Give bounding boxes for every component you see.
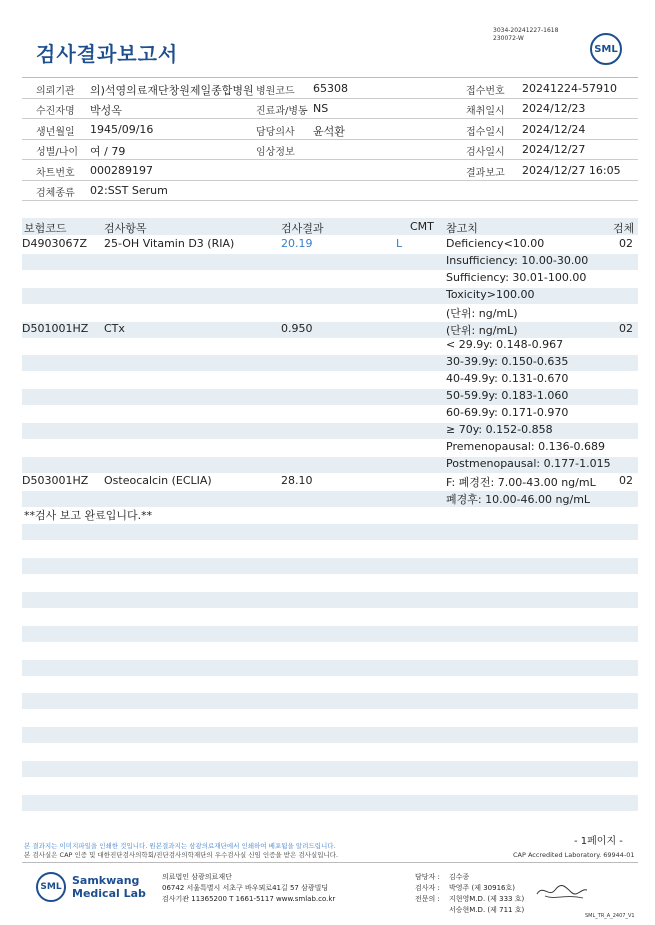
reference-range: Sufficiency: 30.01-100.00 bbox=[446, 270, 587, 284]
info-value: 윤석환 bbox=[313, 124, 345, 138]
reference-range: Premenopausal: 0.136-0.689 bbox=[446, 439, 606, 453]
reference-range: 폐경후: 10.00-46.00 ng/mL bbox=[446, 492, 591, 506]
staff-row bbox=[415, 883, 524, 894]
specimen-code: 02 bbox=[619, 237, 633, 250]
info-label: 임상정보 bbox=[256, 147, 295, 159]
row-band bbox=[22, 592, 638, 608]
document-id-line-1: 3034-20241227-1618 bbox=[493, 27, 559, 34]
footer-lab-name bbox=[72, 874, 146, 900]
lab-org: 의료법인 삼광의료재단 bbox=[162, 873, 232, 881]
info-label: 접수일시 bbox=[466, 126, 505, 138]
info-row bbox=[22, 139, 638, 160]
lab-address: 06742 서울특별시 서초구 바우뫼로41길 57 삼광빌딩 bbox=[162, 884, 329, 892]
reference-range: (단위: ng/mL) bbox=[446, 323, 518, 337]
staff-value: 박영주 (제 30916호) bbox=[449, 884, 515, 892]
info-label: 생년월일 bbox=[36, 126, 75, 138]
staff-label: 전문의 : bbox=[415, 895, 440, 903]
info-value: 1945/09/16 bbox=[90, 122, 154, 136]
row-band bbox=[22, 795, 638, 811]
results-table-header bbox=[22, 218, 638, 235]
staff-block bbox=[415, 872, 524, 916]
info-label: 차트번호 bbox=[36, 167, 75, 179]
result-flag: L bbox=[396, 237, 403, 250]
reference-range: Postmenopausal: 0.177-1.015 bbox=[446, 456, 611, 470]
test-result: 28.10 bbox=[281, 473, 313, 487]
col-test-item: 검사항목 bbox=[104, 222, 147, 235]
page-number: - 1페이지 - bbox=[574, 836, 623, 847]
lab-name-line-1: Samkwang bbox=[72, 874, 140, 887]
info-value: 02:SST Serum bbox=[90, 184, 168, 197]
footer-divider bbox=[22, 862, 638, 863]
reference-range: (단위: ng/mL) bbox=[446, 306, 518, 320]
reference-range: 30-39.9y: 0.150-0.635 bbox=[446, 355, 569, 369]
info-value: NS bbox=[313, 102, 329, 116]
info-value: 20241224-57910 bbox=[522, 82, 617, 95]
staff-label: 담당자 : bbox=[415, 873, 440, 881]
insurance-code: D503001HZ bbox=[22, 473, 89, 487]
row-band bbox=[22, 660, 638, 676]
info-row bbox=[22, 119, 638, 140]
reference-range: Deficiency<10.00 bbox=[446, 237, 545, 250]
reference-range: 50-59.9y: 0.183-1.060 bbox=[446, 389, 569, 403]
info-value: 000289197 bbox=[90, 163, 153, 177]
reference-range: Insufficiency: 10.00-30.00 bbox=[446, 253, 589, 267]
info-label: 접수번호 bbox=[466, 86, 505, 97]
signature bbox=[535, 880, 590, 902]
info-label: 수진자명 bbox=[36, 106, 75, 118]
document-id bbox=[493, 27, 558, 43]
row-band bbox=[22, 288, 638, 304]
info-label: 채취일시 bbox=[466, 106, 505, 118]
cap-accreditation: CAP Accredited Laboratory. 69944-01 bbox=[513, 851, 635, 859]
test-result: 20.19 bbox=[281, 237, 313, 250]
image-notice: 본 결과지는 이미지파일을 인쇄한 것입니다. 원본결과지는 삼광의료재단에서 인쇄하여 배포됨을 알려드립니다. bbox=[24, 842, 336, 850]
specimen-code: 02 bbox=[619, 321, 633, 335]
reference-range: Toxicity>100.00 bbox=[446, 287, 535, 301]
info-label: 진료과/병동 bbox=[256, 106, 308, 118]
reference-range: ≥ 70y: 0.152-0.858 bbox=[446, 422, 553, 436]
info-value: 65308 bbox=[313, 82, 348, 95]
info-label: 담당의사 bbox=[256, 126, 295, 138]
info-value: 의)석영의료재단창원제일종합병원 bbox=[90, 84, 254, 97]
footer-logo-icon: SML bbox=[36, 872, 66, 902]
test-item: Osteocalcin (ECLIA) bbox=[104, 473, 212, 487]
staff-value: 김수종 bbox=[449, 873, 470, 881]
row-band bbox=[22, 626, 638, 642]
page-title: 검사결과보고서 bbox=[36, 42, 179, 66]
specimen-code: 02 bbox=[619, 473, 633, 487]
reference-range: 60-69.9y: 0.171-0.970 bbox=[446, 406, 569, 419]
info-label: 성별/나이 bbox=[36, 147, 79, 159]
info-label: 검사일시 bbox=[466, 147, 505, 159]
test-item: 25-OH Vitamin D3 (RIA) bbox=[104, 237, 235, 250]
info-row bbox=[22, 78, 638, 99]
info-value: 박성옥 bbox=[90, 104, 122, 118]
info-label: 결과보고 bbox=[466, 167, 505, 179]
lab-address-block bbox=[162, 872, 335, 905]
patient-info-table bbox=[22, 77, 638, 199]
col-specimen: 검체 bbox=[613, 222, 635, 235]
staff-row bbox=[415, 894, 524, 905]
insurance-code: D501001HZ bbox=[22, 321, 89, 335]
reference-range: < 29.9y: 0.148-0.967 bbox=[446, 338, 564, 352]
staff-value: 서승현M.D. (제 711 호) bbox=[449, 906, 525, 914]
info-value: 여 / 79 bbox=[90, 145, 126, 159]
info-value: 2024/12/23 bbox=[522, 102, 586, 116]
col-insurance-code: 보험코드 bbox=[24, 222, 67, 235]
accreditation-notice: 본 검사실은 CAP 인증 및 대한진단검사의학회/진단검사의학재단의 우수검사실 신임 인증을 받은 검사실입니다. bbox=[24, 851, 339, 859]
row-band bbox=[22, 524, 638, 540]
col-result: 검사결과 bbox=[281, 222, 324, 235]
lab-contact: 검사기관 11365200 T 1661-5117 www.smlab.co.kr bbox=[162, 895, 336, 903]
info-value: 2024/12/27 16:05 bbox=[522, 163, 621, 177]
test-item: CTx bbox=[104, 321, 125, 335]
info-row bbox=[22, 98, 638, 119]
insurance-code: D4903067Z bbox=[22, 237, 87, 250]
row-band bbox=[22, 761, 638, 777]
test-result: 0.950 bbox=[281, 321, 313, 335]
col-reference: 참고치 bbox=[446, 222, 478, 235]
info-label: 병원코드 bbox=[256, 86, 295, 97]
row-band bbox=[22, 693, 638, 709]
form-code: SML_TR_A_2407_V1 bbox=[585, 913, 635, 919]
info-label: 검체종류 bbox=[36, 188, 75, 199]
info-value: 2024/12/27 bbox=[522, 143, 586, 157]
lab-name-line-2: Medical Lab bbox=[72, 887, 146, 900]
document-id-line-2: 230072-W bbox=[493, 35, 524, 42]
info-row bbox=[22, 160, 638, 181]
info-label: 의뢰기관 bbox=[36, 86, 75, 97]
reference-range: 40-49.9y: 0.131-0.670 bbox=[446, 372, 569, 386]
col-cmt: CMT bbox=[410, 220, 434, 233]
row-band bbox=[22, 558, 638, 574]
row-band bbox=[22, 727, 638, 743]
info-row bbox=[22, 180, 638, 201]
reference-range: F: 폐경전: 7.00-43.00 ng/mL bbox=[446, 475, 596, 489]
staff-label: 검사자 : bbox=[415, 884, 440, 892]
info-value: 2024/12/24 bbox=[522, 122, 586, 136]
staff-row bbox=[415, 872, 524, 883]
report-complete-note: **검사 보고 완료입니다.** bbox=[24, 509, 153, 523]
sml-logo: SML bbox=[590, 33, 622, 65]
staff-row bbox=[415, 905, 524, 916]
staff-value: 지현영M.D. (제 333 호) bbox=[449, 895, 525, 903]
